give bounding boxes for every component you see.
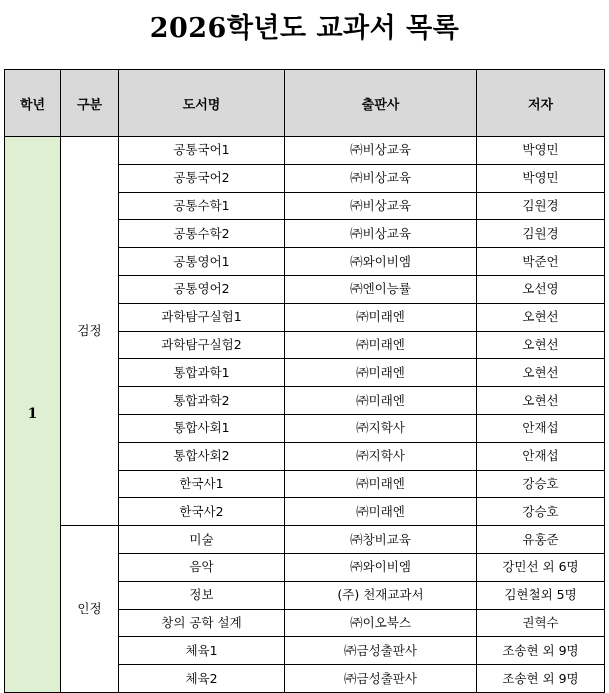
book-title-cell: 한국사2 xyxy=(119,498,285,526)
publisher-cell: ㈜비상교육 xyxy=(285,137,477,165)
publisher-cell: ㈜미래엔 xyxy=(285,470,477,498)
book-title-cell: 체육2 xyxy=(119,665,285,693)
author-cell: 김원경 xyxy=(477,220,605,248)
header-category: 구분 xyxy=(61,70,119,137)
publisher-cell: ㈜지학사 xyxy=(285,442,477,470)
author-cell: 오현선 xyxy=(477,303,605,331)
book-title-cell: 공통국어1 xyxy=(119,137,285,165)
publisher-cell: ㈜금성출판사 xyxy=(285,665,477,693)
author-cell: 박준언 xyxy=(477,248,605,276)
book-title-cell: 공통수학2 xyxy=(119,220,285,248)
textbook-table xyxy=(4,69,605,693)
publisher-cell: ㈜미래엔 xyxy=(285,387,477,415)
table-body xyxy=(5,137,605,693)
header-publisher: 출판사 xyxy=(285,70,477,137)
book-title-cell: 통합과학1 xyxy=(119,359,285,387)
book-title-cell: 공통수학1 xyxy=(119,192,285,220)
publisher-cell: ㈜와이비엠 xyxy=(285,553,477,581)
book-title-cell: 공통영어2 xyxy=(119,275,285,303)
publisher-cell: ㈜미래엔 xyxy=(285,331,477,359)
publisher-cell: ㈜금성출판사 xyxy=(285,637,477,665)
table-row xyxy=(5,526,605,554)
publisher-cell: ㈜와이비엠 xyxy=(285,248,477,276)
author-cell: 안재섭 xyxy=(477,414,605,442)
author-cell: 강승호 xyxy=(477,470,605,498)
grade-cell: 1 xyxy=(5,137,61,693)
book-title-cell: 공통영어1 xyxy=(119,248,285,276)
publisher-cell: ㈜창비교육 xyxy=(285,526,477,554)
author-cell: 김원경 xyxy=(477,192,605,220)
book-title-cell: 과학탐구실험1 xyxy=(119,303,285,331)
book-title-cell: 창의 공학 설계 xyxy=(119,609,285,637)
author-cell: 조송현 외 9명 xyxy=(477,665,605,693)
publisher-cell: ㈜비상교육 xyxy=(285,164,477,192)
publisher-cell: ㈜엔이능률 xyxy=(285,275,477,303)
publisher-cell: ㈜비상교육 xyxy=(285,220,477,248)
author-cell: 유홍준 xyxy=(477,526,605,554)
book-title-cell: 통합사회1 xyxy=(119,414,285,442)
header-grade: 학년 xyxy=(5,70,61,137)
author-cell: 안재섭 xyxy=(477,442,605,470)
author-cell: 권혁수 xyxy=(477,609,605,637)
book-title-cell: 음악 xyxy=(119,553,285,581)
category-cell: 인정 xyxy=(61,526,119,693)
author-cell: 오현선 xyxy=(477,331,605,359)
category-cell: 검정 xyxy=(61,137,119,526)
publisher-cell: ㈜이오북스 xyxy=(285,609,477,637)
author-cell: 조송현 외 9명 xyxy=(477,637,605,665)
table-row xyxy=(5,137,605,165)
author-cell: 강민선 외 6명 xyxy=(477,553,605,581)
book-title-cell: 체육1 xyxy=(119,637,285,665)
publisher-cell: ㈜미래엔 xyxy=(285,303,477,331)
header-author: 저자 xyxy=(477,70,605,137)
publisher-cell: ㈜지학사 xyxy=(285,414,477,442)
book-title-cell: 과학탐구실험2 xyxy=(119,331,285,359)
author-cell: 박영민 xyxy=(477,164,605,192)
author-cell: 오선영 xyxy=(477,275,605,303)
table-header-row xyxy=(5,70,605,137)
book-title-cell: 정보 xyxy=(119,581,285,609)
book-title-cell: 공통국어2 xyxy=(119,164,285,192)
book-title-cell: 미술 xyxy=(119,526,285,554)
publisher-cell: (주) 천재교과서 xyxy=(285,581,477,609)
author-cell: 오현선 xyxy=(477,359,605,387)
header-book-title: 도서명 xyxy=(119,70,285,137)
author-cell: 김현철외 5명 xyxy=(477,581,605,609)
book-title-cell: 통합사회2 xyxy=(119,442,285,470)
book-title-cell: 한국사1 xyxy=(119,470,285,498)
author-cell: 강승호 xyxy=(477,498,605,526)
publisher-cell: ㈜미래엔 xyxy=(285,498,477,526)
publisher-cell: ㈜미래엔 xyxy=(285,359,477,387)
author-cell: 박영민 xyxy=(477,137,605,165)
publisher-cell: ㈜비상교육 xyxy=(285,192,477,220)
page-title: 2026학년도 교과서 목록 xyxy=(149,13,460,44)
book-title-cell: 통합과학2 xyxy=(119,387,285,415)
author-cell: 오현선 xyxy=(477,387,605,415)
